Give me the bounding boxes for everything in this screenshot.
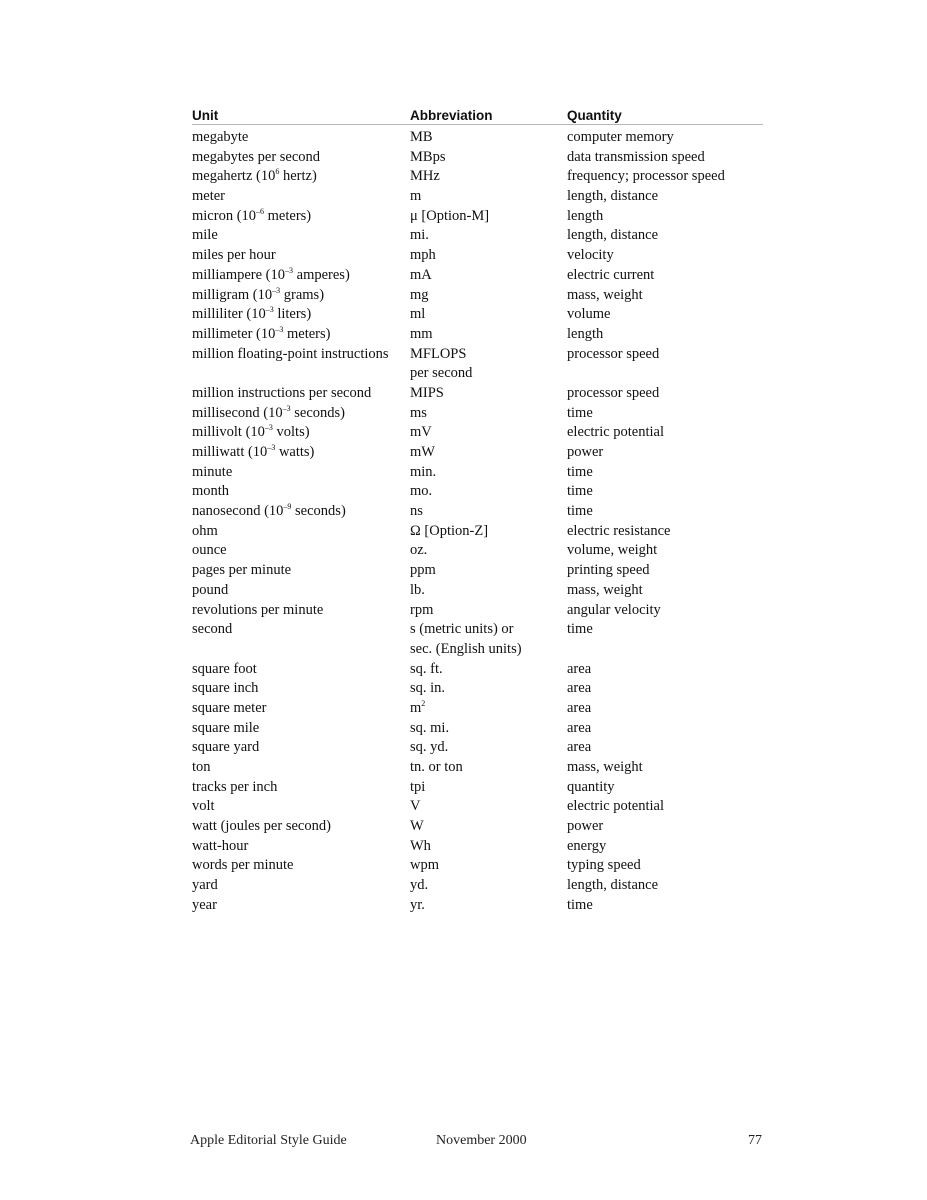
unit-cell: millisecond ($10^{-3}$ seconds) — [192, 403, 345, 421]
table-row — [192, 187, 763, 207]
table-row — [192, 837, 763, 857]
unit-cell: minute — [192, 463, 233, 480]
unit-cell: megabytes per second — [192, 148, 321, 165]
units-table — [192, 106, 763, 916]
abbreviation-cell: MB — [410, 129, 433, 145]
table-row — [192, 758, 763, 778]
table-row — [192, 305, 763, 325]
abbreviation-cell: ml — [410, 306, 426, 323]
table-row — [192, 856, 763, 876]
table-row — [192, 778, 763, 798]
quantity-cell: length — [567, 207, 604, 224]
unit-cell: ton — [192, 759, 211, 776]
quantity-cell: mass, weight — [567, 581, 643, 598]
unit-cell: millimeter ($10^{-3}$ meters) — [192, 324, 331, 342]
unit-cell: million instructions per second — [192, 384, 372, 401]
table-row — [192, 541, 763, 561]
abbreviation-cell: MBps — [410, 148, 446, 165]
unit-cell: million floating-point instructions — [192, 345, 389, 362]
table-row — [192, 463, 763, 483]
unit-cell: nanosecond ($10^{-9}$ seconds) — [192, 502, 346, 520]
unit-cell: square meter — [192, 699, 267, 716]
table-row — [192, 620, 763, 659]
quantity-cell: area — [567, 660, 592, 677]
unit-cell: second — [192, 621, 233, 638]
table-row — [192, 896, 763, 916]
abbreviation-cell: m — [410, 188, 422, 205]
quantity-cell: time — [567, 621, 593, 638]
table-row — [192, 286, 763, 306]
quantity-cell: electric resistance — [567, 522, 671, 539]
unit-cell: meter — [192, 188, 226, 205]
unit-cell: tracks per inch — [192, 778, 278, 795]
unit-cell: milliwatt ($10^{-3}$ watts) — [192, 443, 315, 461]
abbreviation-cell: s (metric units) or sec. (English units) — [410, 621, 522, 657]
unit-cell: milligram ($10^{-3}$ grams) — [192, 285, 325, 303]
quantity-cell: length, distance — [567, 877, 659, 894]
quantity-cell: typing speed — [567, 857, 641, 874]
abbreviation-cell: mph — [410, 247, 436, 264]
unit-cell: ounce — [192, 542, 227, 559]
table-row — [192, 522, 763, 542]
quantity-cell: processor speed — [567, 384, 660, 401]
quantity-cell: electric potential — [567, 424, 665, 441]
table-row — [192, 266, 763, 286]
table-row — [192, 384, 763, 404]
quantity-cell: time — [567, 463, 593, 480]
table-row — [192, 345, 763, 384]
unit-cell: square mile — [192, 719, 260, 736]
abbreviation-cell: V — [410, 798, 421, 815]
abbreviation-cell: sq. in. — [410, 680, 446, 697]
unit-cell: milliliter ($10^{-3}$ liters) — [192, 305, 312, 323]
abbreviation-cell: tpi — [410, 778, 426, 795]
quantity-cell: processor speed — [567, 345, 660, 362]
abbreviation-cell: min. — [410, 463, 437, 480]
quantity-cell: electric potential — [567, 798, 665, 815]
table-row — [192, 148, 763, 168]
unit-cell: yard — [192, 877, 218, 894]
abbreviation-cell: tn. or ton — [410, 759, 463, 776]
quantity-cell: quantity — [567, 778, 615, 795]
abbreviation-cell: rpm — [410, 601, 434, 618]
footer-title: Apple Editorial Style Guide — [190, 1133, 347, 1148]
quantity-cell: area — [567, 680, 592, 697]
table-row — [192, 246, 763, 266]
abbreviation-cell: mo. — [410, 483, 433, 500]
unit-cell: miles per hour — [192, 247, 276, 264]
quantity-cell: angular velocity — [567, 601, 661, 618]
abbreviation-cell: mg — [410, 286, 429, 303]
header-abbreviation: Abbreviation — [410, 108, 493, 123]
quantity-cell: time — [567, 896, 593, 913]
abbreviation-cell: MIPS — [410, 384, 444, 401]
unit-cell: pages per minute — [192, 562, 292, 579]
quantity-cell: frequency; processor speed — [567, 168, 725, 185]
table-row — [192, 679, 763, 699]
quantity-cell: volume — [567, 306, 611, 323]
table-row — [192, 601, 763, 621]
abbreviation-cell: mW — [410, 444, 435, 461]
table-row — [192, 738, 763, 758]
table-row — [192, 482, 763, 502]
abbreviation-cell: yd. — [410, 877, 429, 894]
unit-cell: micron ($10^{-6}$ meters) — [192, 206, 312, 224]
abbreviation-cell: sq. ft. — [410, 660, 443, 677]
unit-cell: volt — [192, 798, 215, 815]
unit-cell: year — [192, 896, 217, 913]
quantity-cell: time — [567, 483, 593, 500]
unit-cell: pound — [192, 581, 229, 598]
quantity-cell: length, distance — [567, 227, 659, 244]
quantity-cell: length, distance — [567, 188, 659, 205]
header-unit: Unit — [192, 108, 219, 123]
table-row — [192, 719, 763, 739]
abbreviation-cell: sq. mi. — [410, 719, 450, 736]
table-row — [192, 581, 763, 601]
table-row — [192, 128, 763, 148]
quantity-cell: area — [567, 699, 592, 716]
table-header — [192, 106, 763, 125]
unit-cell: milliampere ($10^{-3}$ amperes) — [192, 265, 350, 283]
abbreviation-cell: mA — [410, 266, 432, 283]
abbreviation-cell: ns — [410, 503, 423, 520]
table-row — [192, 561, 763, 581]
table-row — [192, 797, 763, 817]
abbreviation-cell: wpm — [410, 857, 439, 874]
unit-cell: square yard — [192, 739, 260, 756]
unit-cell: month — [192, 483, 230, 500]
unit-cell: revolutions per minute — [192, 601, 324, 618]
table-row — [192, 502, 763, 522]
abbreviation-cell: yr. — [410, 896, 425, 913]
quantity-cell: power — [567, 818, 604, 835]
quantity-cell: length — [567, 325, 604, 342]
unit-cell: megabyte — [192, 129, 249, 145]
quantity-cell: mass, weight — [567, 286, 643, 303]
abbreviation-cell: mi. — [410, 227, 429, 244]
quantity-cell: area — [567, 739, 592, 756]
abbreviation-cell: μ [Option-M] — [410, 207, 490, 224]
quantity-cell: power — [567, 444, 604, 461]
quantity-cell: data transmission speed — [567, 148, 705, 165]
unit-cell: megahertz ($10^6$ hertz) — [192, 167, 317, 185]
quantity-cell: printing speed — [567, 562, 650, 579]
table-row — [192, 660, 763, 680]
unit-cell: square foot — [192, 660, 257, 677]
quantity-cell: mass, weight — [567, 759, 643, 776]
abbreviation-cell: mV — [410, 424, 432, 441]
abbreviation-cell: MHz — [410, 168, 440, 185]
quantity-cell: time — [567, 503, 593, 520]
quantity-cell: computer memory — [567, 129, 674, 145]
table-row — [192, 404, 763, 424]
unit-cell: watt-hour — [192, 837, 249, 854]
header-quantity: Quantity — [567, 108, 622, 123]
table-row — [192, 817, 763, 837]
table-row — [192, 423, 763, 443]
table-row — [192, 167, 763, 187]
page-number: 77 — [748, 1133, 762, 1148]
table-row — [192, 226, 763, 246]
unit-cell: millivolt ($10^{-3}$ volts) — [192, 423, 310, 441]
table-body — [192, 128, 763, 916]
quantity-cell: electric current — [567, 266, 655, 283]
table-row — [192, 699, 763, 719]
abbreviation-cell: sq. yd. — [410, 739, 449, 756]
quantity-cell: area — [567, 719, 592, 736]
quantity-cell: velocity — [567, 247, 614, 264]
unit-cell: square inch — [192, 680, 259, 697]
quantity-cell: energy — [567, 837, 607, 854]
table-row — [192, 325, 763, 345]
unit-cell: words per minute — [192, 857, 294, 874]
abbreviation-cell: lb. — [410, 581, 425, 598]
abbreviation-cell: MFLOPS per second — [410, 345, 473, 382]
table-row — [192, 443, 763, 463]
abbreviation-cell: $m^2$ — [410, 698, 426, 716]
abbreviation-cell: ms — [410, 404, 427, 421]
unit-cell: watt (joules per second) — [192, 818, 331, 835]
abbreviation-cell: mm — [410, 325, 433, 342]
footer-date: November 2000 — [436, 1133, 527, 1148]
abbreviation-cell: ppm — [410, 562, 436, 579]
quantity-cell: volume, weight — [567, 542, 658, 559]
table-row — [192, 876, 763, 896]
abbreviation-cell: oz. — [410, 542, 428, 559]
abbreviation-cell: W — [410, 818, 424, 835]
unit-cell: ohm — [192, 522, 218, 539]
unit-cell: mile — [192, 227, 218, 244]
abbreviation-cell: Ω [Option-Z] — [410, 522, 489, 539]
abbreviation-cell: Wh — [410, 837, 431, 854]
table-row — [192, 207, 763, 227]
quantity-cell: time — [567, 404, 593, 421]
